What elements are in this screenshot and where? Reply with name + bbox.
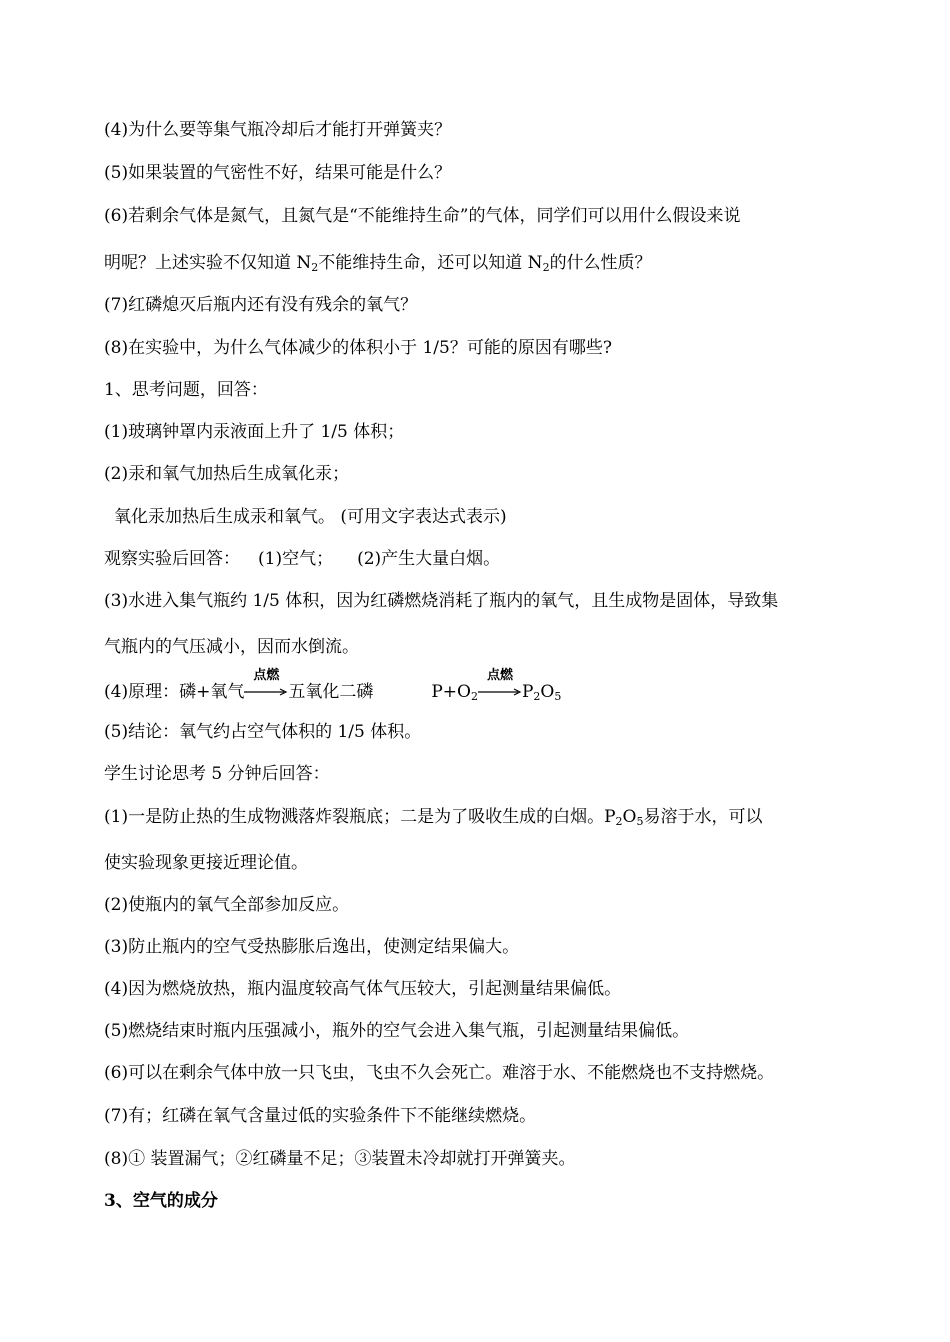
discussion-answer-5: (5)燃烧结束时瓶内压强减小，瓶外的空气会进入集气瓶，引起测量结果偏低。 [104,1021,690,1041]
text-run: 易溶于水，可以 [643,807,763,827]
discussion-answer-6: (6)可以在剩余气体中放一只飞虫，飞虫不久会死亡。难溶于水、不能燃烧也不支持燃烧。 [104,1063,775,1083]
discussion-heading: 学生讨论思考 5 分钟后回答： [104,764,330,784]
subscript: 2 [615,815,623,828]
text-run: P [521,682,534,702]
subscript: 5 [554,690,562,703]
answer-4-principle [104,668,562,703]
answer-3-line-1: (3)水进入集气瓶约 1/5 体积，因为红磷燃烧消耗了瓶内的氧气，且生成物是固体，导致集 [104,591,779,611]
subscript: 2 [542,261,550,274]
text-run: 明呢？上述实验不仅知道 N [104,253,312,273]
subscript: 2 [311,261,319,274]
discussion-answer-1-line-2: 使实验现象更接近理论值。 [104,853,308,873]
discussion-answer-4: (4)因为燃烧放热，瓶内温度较高气体气压较大，引起测量结果偏低。 [104,979,622,999]
question-6-line-2 [104,252,652,274]
discussion-answer-8: (8)① 装置漏气；②红磷量不足；③装置未冷却就打开弹簧夹。 [104,1149,576,1169]
reaction-condition: 点燃 [253,668,280,683]
text-run: O [622,807,637,827]
text-run: 观察实验后回答： [104,549,240,569]
text-run: O [540,682,555,702]
answer-2: (2)汞和氧气加热后生成氧化汞； [104,464,350,484]
text-run: (4)原理：磷+氧气 [104,682,245,702]
text-run: P+O [431,682,471,702]
text-run: 的什么性质？ [549,253,652,273]
answer-3-line-2: 气瓶内的气压减小，因而水倒流。 [104,637,359,657]
text-run: (2)产生大量白烟。 [357,549,501,569]
section-heading-1: 1、思考问题，回答： [104,380,268,400]
subscript: 2 [533,690,541,703]
subscript: 2 [470,690,478,703]
reaction-arrow [478,668,522,703]
text-run: (1)一是防止热的生成物溅落炸裂瓶底；二是为了吸收生成的白烟。P [104,807,616,827]
text-run: 五氧化二磷 [288,682,374,702]
answer-2-continued: 氧化汞加热后生成汞和氧气。 (可用文字表达式表示) [114,507,507,527]
answer-5-conclusion: (5)结论：氧气约占空气体积的 1/5 体积。 [104,722,422,742]
text-run: (1)空气； [258,549,334,569]
reaction-arrow [244,668,288,703]
discussion-answer-7: (7)有；红磷在氧气含量过低的实验条件下不能继续燃烧。 [104,1106,537,1126]
question-4: (4)为什么要等集气瓶冷却后才能打开弹簧夹？ [104,120,452,140]
question-5: (5)如果装置的气密性不好，结果可能是什么？ [104,163,452,183]
discussion-answer-3: (3)防止瓶内的空气受热膨胀后逸出，使测定结果偏大。 [104,937,520,957]
subscript: 5 [636,815,644,828]
section-heading-3: 3、空气的成分 [104,1191,218,1211]
text-run: 不能维持生命，还可以知道 N [318,253,543,273]
question-8: (8)在实验中，为什么气体减少的体积小于 1/5？可能的原因有哪些? [104,338,612,358]
observation-answer [104,548,500,570]
answer-1: (1)玻璃钟罩内汞液面上升了 1/5 体积； [104,422,405,442]
discussion-answer-1-line-1 [104,806,762,828]
question-7: (7)红磷熄灭后瓶内还有没有残余的氧气？ [104,295,418,315]
discussion-answer-2: (2)使瓶内的氧气全部参加反应。 [104,895,350,915]
reaction-condition: 点燃 [486,668,513,683]
question-6-line-1: (6)若剩余气体是氮气，且氮气是“不能维持生命”的气体，同学们可以用什么假设来说 [104,206,741,226]
